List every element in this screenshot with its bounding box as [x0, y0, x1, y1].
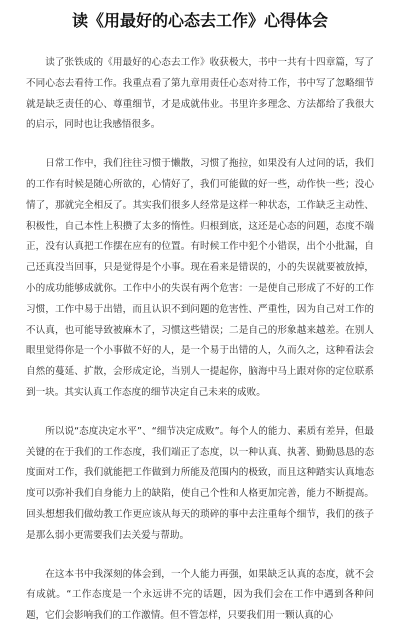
paragraph-3: 所以说“态度决定水平”、“细节决定成败”。每个人的能力、素质有差异，但最关键的在于我们的工作态度，我们端正了态度，以一种认真、执著、勤勤恳恳的态度面对工作，我们就能把工作做到力所能及范围内的极致，而且这种踏实认真地态度可以弥补我们自身能力上的缺陷，使自己个性和人格更加完善，能力不断提高。回头想想我们做幼教工作更应该从每天的琐碎的事中去注重每个细节，我们的孩子是那么弱小更需要我们去关爱与帮助。 — [26, 425, 374, 541]
paragraph-1: 读了张铁成的《用最好的心态去工作》收获极大，书中一共有十四章篇，写了不同心态去看待工作。我重点看了第九章用责任心态对待工作，书中写了忽略细节就是缺乏责任的心、尊重细节，才是成就伟业。书里许多理念、方法都给了我很大的启示，同时也让我感悟很多。 — [26, 57, 374, 131]
paragraph-4: 在这本书中我深刻的体会到，一个人能力再强，如果缺乏认真的态度，就不会有成就。“工作态度是一个永远讲不完的话题，因为我们会在工作中遇到各种问题，它们会影响我们的工作激情。但不管怎样，只要我们用一颗认真的心 — [26, 568, 374, 622]
paragraph-2: 日常工作中，我们往往习惯于懒散，习惯了拖拉，如果没有人过问的话，我们的工作有时候是随心所欲的，心情好了，我们可能做的好一些，动作快一些；没心情了，那就完全相反了。其实我们很多人经常是这样一种状态，工作缺乏主动性、积极性，自己本性上积攒了太多的惰性。归根到底，这还是心态的问题，态度不端正，没有认真把工作摆在应有的位置。有时候工作中犯个小错误，出个小批漏，自己还真没当回事，只是觉得是个小事。现在看来是错误的，小的失误就要被放掉，小的成功能够成就你。工作中小的失误有两个危害：一是使自己形成了不好的工作习惯，工作中易于出错，而且认识不到问题的危害性、严重性，因为自己对工作的不认真，也可能导致被麻木了，习惯这些错误；二是自己的形象越来越差。在别人眼里觉得你是一个小事做不好的人，是一个易于出错的人，久而久之，这种看法会自然的蔓延、扩散，会形成定论，当别人一提起你，脑海中马上跟对你的定位联系到一块。其实认真工作态度的细节决定自己未来的成败。 — [26, 158, 374, 398]
document-title: 读《用最好的心态去工作》心得体会 — [71, 11, 328, 30]
